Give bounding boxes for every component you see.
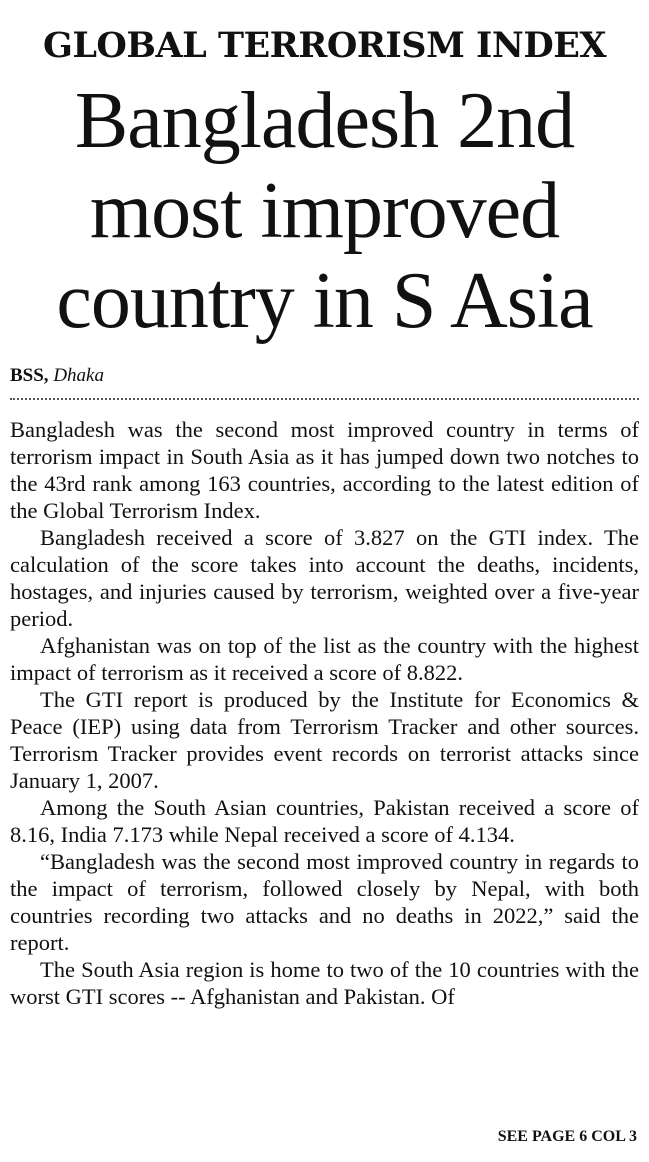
continued-jump-line: SEE PAGE 6 COL 3 — [497, 1128, 637, 1145]
headline-line-2: most improved — [89, 167, 560, 255]
kicker-heading: GLOBAL TERRORISM INDEX — [42, 25, 607, 66]
paragraph: Bangladesh received a score of 3.827 on the GTI index. The calculation of the score takes into account the deaths, incidents, hostages, and injuries caused by terrorism, weighted over a five-year period. — [10, 525, 639, 631]
headline-line-1: Bangladesh 2nd — [74, 77, 575, 165]
byline — [10, 363, 104, 389]
paragraph: The GTI report is produced by the Institute for Economics & Peace (IEP) using data from Terrorism Tracker and other sources. Terrorism Tracker provides event records on terrorist attacks since January 1, 2007. — [10, 687, 639, 793]
paragraph: Among the South Asian countries, Pakistan received a score of 8.16, India 7.173 while Nepal received a score of 4.134. — [10, 795, 639, 847]
dotted-divider — [10, 398, 639, 400]
paragraph: Afghanistan was on top of the list as the country with the highest impact of terrorism as it received a score of 8.822. — [10, 633, 639, 685]
headline-line-3: country in S Asia — [56, 257, 593, 345]
paragraph: Bangladesh was the second most improved country in terms of terrorism impact in South Asia as it has jumped down two notches to the 43rd rank among 163 countries, according to the latest edition of the Global Terrorism Index. — [10, 417, 639, 523]
paragraph: “Bangladesh was the second most improved country in regards to the impact of terrorism, followed closely by Nepal, with both countries recording two attacks and no deaths in 2022,” said the report. — [10, 849, 639, 955]
paragraph: The South Asia region is home to two of the 10 countries with the worst GTI scores -- Afghanistan and Pakistan. Of — [10, 957, 639, 1009]
byline-location: Dhaka — [53, 365, 104, 386]
article-body — [10, 416, 639, 1010]
byline-agency: BSS, — [10, 365, 49, 386]
headline — [0, 76, 649, 346]
